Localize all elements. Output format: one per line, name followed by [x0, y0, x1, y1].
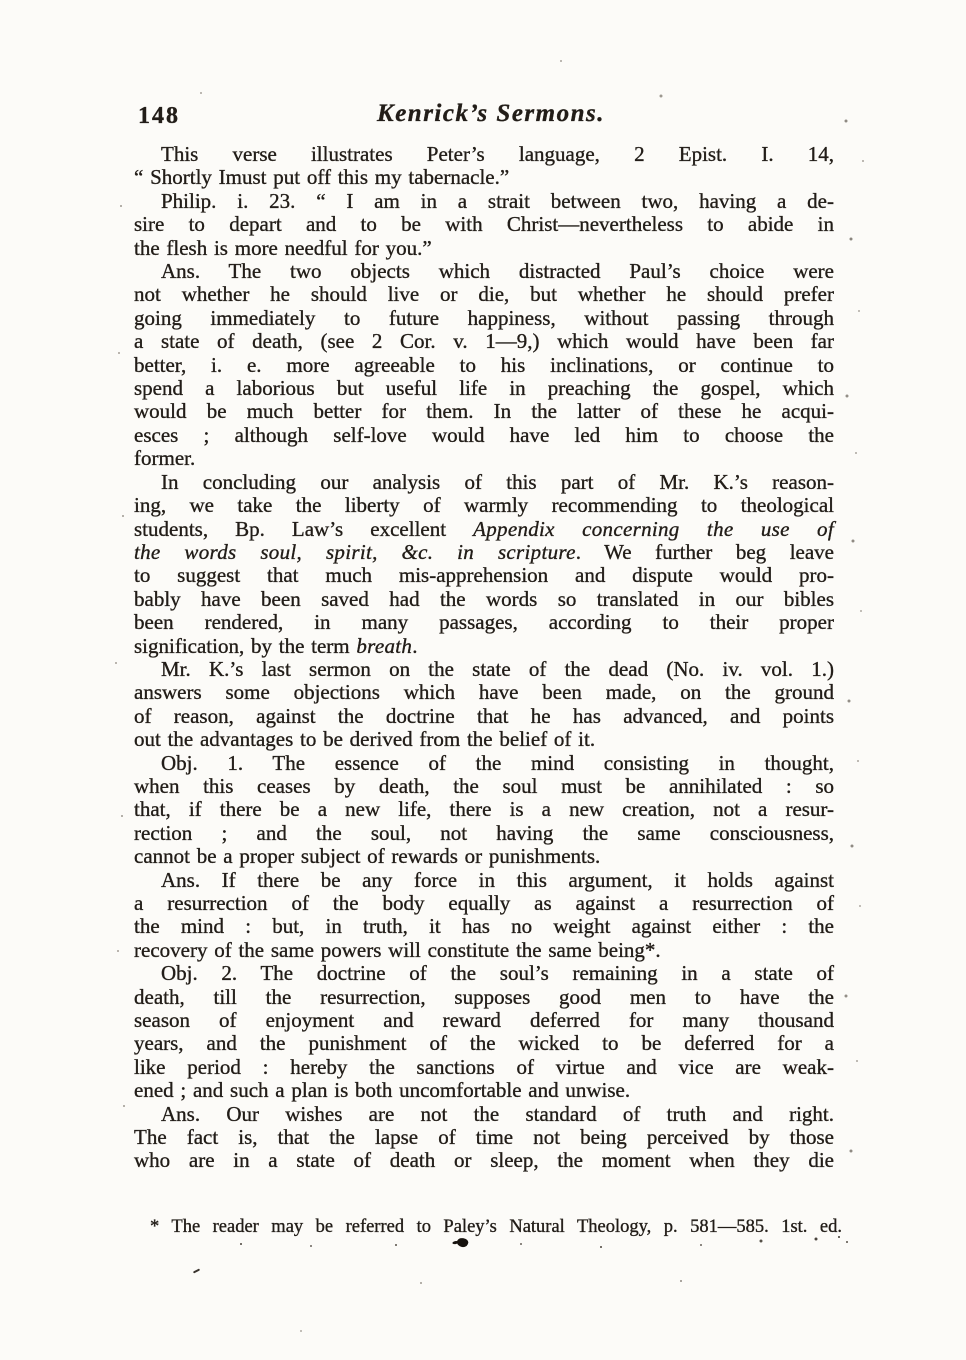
footnote — [150, 1216, 842, 1238]
text-line: out the advantages to be derived from the belief of it. — [134, 727, 596, 752]
paragraph — [134, 471, 834, 658]
text-line: “ Shortly Imust put off this my tabernacle.” — [134, 165, 510, 190]
text-line: recovery of the same powers will constitute the same being*. — [134, 937, 661, 962]
text-line: who are in a state of death or sleep, the moment when they die — [134, 1148, 834, 1173]
text-line: students, Bp. Law’s excellent Appendix concerning the use of — [134, 516, 834, 541]
text-line: Mr. K.’s last sermon on the state of the dead (No. iv. vol. 1.) — [161, 656, 834, 681]
text-line: season of enjoyment and reward deferred for many thousand — [134, 1008, 834, 1033]
paragraph — [134, 260, 834, 471]
text-line: death, till the resurrection, supposes good men to have the — [134, 984, 834, 1009]
text-line: that, if there be a new life, there is a new creation, not a resur- — [134, 797, 834, 822]
text-line: better, i. e. more agreeable to his inclinations, or continue to — [134, 352, 834, 377]
ink-blot — [456, 1236, 470, 1249]
text-line: ing, we take the liberty of warmly recommending to theological — [134, 493, 834, 518]
text-line: not whether he should live or die, but whether he should prefer — [134, 282, 834, 307]
text-line: ened ; and such a plan is both uncomfortable and unwise. — [134, 1078, 631, 1103]
text-line: to suggest that much mis-apprehension and dispute would pro- — [134, 563, 834, 588]
page-number: 148 — [138, 103, 180, 129]
running-title: Kenrick’s Sermons. — [377, 100, 605, 127]
text-line: Ans. The two objects which distracted Paul’s choice were — [161, 259, 834, 284]
text-line: a resurrection of the body equally as against a resurrection of — [134, 891, 834, 915]
paragraph — [134, 190, 834, 260]
text-line: signification, by the term breath. — [134, 633, 418, 658]
text-line: esces ; although self-love would have led him to choose the — [134, 422, 834, 447]
text-line: Philip. i. 23. “ I am in a strait between two, having a de- — [161, 188, 834, 213]
text-line: rection ; and the soul, not having the same consciousness, — [134, 820, 834, 845]
text-line: a state of death, (see 2 Cor. v. 1—9,) which would have been far — [134, 329, 834, 354]
text-line: bably have been saved had the words so translated in our bibles — [134, 586, 834, 611]
text-line: former. — [134, 446, 196, 471]
text-line: The fact is, that the lapse of time not being perceived by those — [134, 1125, 834, 1150]
text-line: Obj. 1. The essence of the mind consisting in thought, — [161, 750, 834, 775]
text-line: Obj. 2. The doctrine of the soul’s remaining in a state of — [161, 961, 834, 986]
paragraph — [134, 869, 834, 963]
paragraph — [134, 658, 834, 752]
paragraph — [134, 752, 834, 869]
text-line: been rendered, in many passages, according to their proper — [134, 610, 834, 635]
text-line: Ans. If there be any force in this argument, it holds against — [161, 867, 834, 892]
paragraph — [134, 962, 834, 1102]
text-line: In concluding our analysis of this part of Mr. K.’s reason- — [161, 469, 834, 494]
text-line: the flesh is more needful for you.” — [134, 235, 432, 260]
text-line: This verse illustrates Peter’s language, 2 Epist. I. 14, — [161, 142, 834, 166]
text-line: answers some objections which have been made, on the ground — [134, 680, 834, 705]
body-text — [134, 143, 834, 1173]
text-line: Ans. Our wishes are not the standard of truth and right. — [161, 1101, 834, 1126]
text-line: spend a laborious but useful life in preaching the gospel, which — [134, 376, 834, 401]
text-line: going immediately to future happiness, without passing through — [134, 305, 834, 330]
page-header — [0, 100, 966, 134]
text-line: would be much better for them. In the latter of these he acqui- — [134, 399, 834, 424]
footnote-text: * The reader may be referred to Paley’s Natural Theology, p. 581—585. 1st. ed. — [150, 1217, 842, 1237]
text-line: like period : hereby the sanctions of virtue and vice are weak- — [134, 1054, 834, 1079]
text-line: cannot be a proper subject of rewards or punishments. — [134, 844, 601, 869]
text-line: of reason, against the doctrine that he has advanced, and points — [134, 703, 834, 728]
text-line: the words soul, spirit, &c. in scripture. We further beg leave — [134, 539, 834, 564]
text-line: sire to depart and to be with Christ—nevertheless to abide in — [134, 212, 834, 237]
text-line: the mind : but, in truth, it has no weight against either : the — [134, 914, 834, 939]
text-line: years, and the punishment of the wicked to be deferred for a — [134, 1031, 834, 1056]
text-line: when this ceases by death, the soul must be annihilated : so — [134, 773, 834, 798]
paragraph — [134, 143, 834, 190]
stray-mark — [193, 1268, 200, 1273]
paragraph — [134, 1103, 834, 1173]
